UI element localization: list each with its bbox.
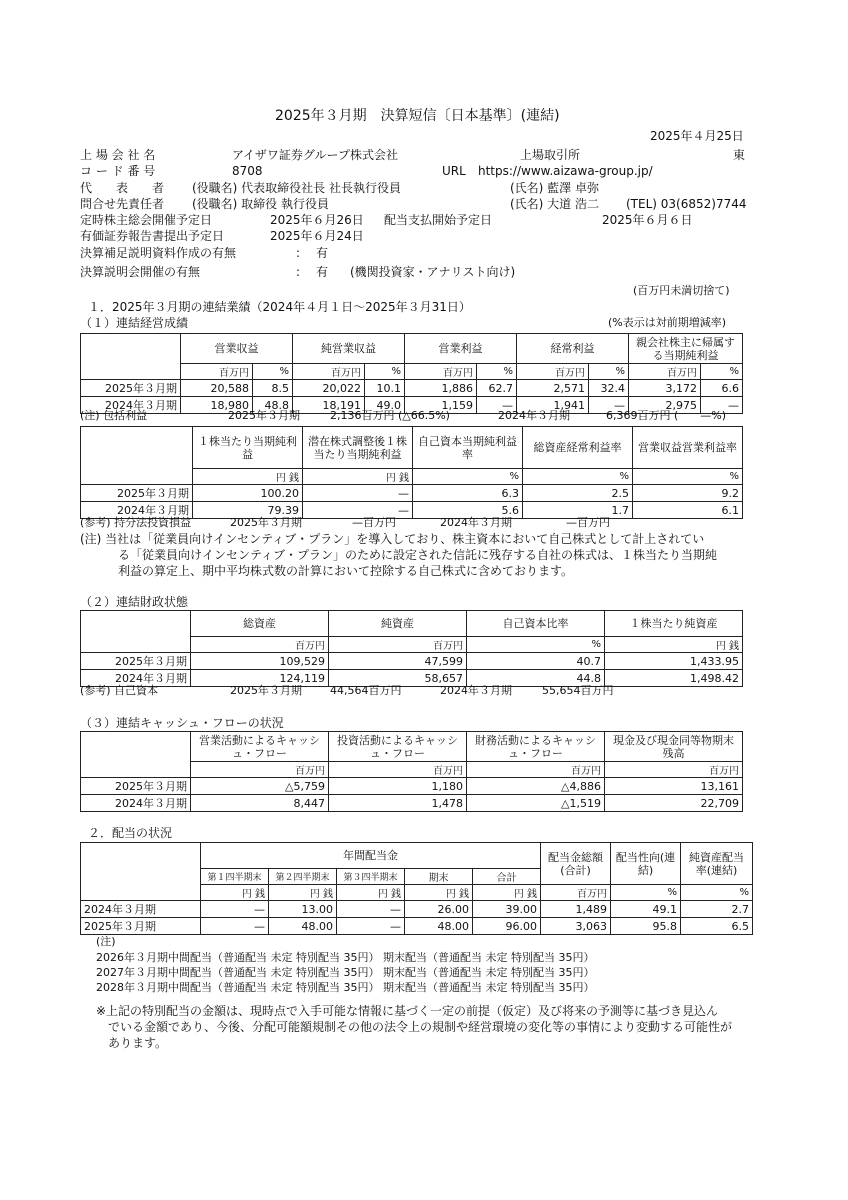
value-cell: 124,119 [191,670,329,687]
value-cell: 1.7 [523,502,633,519]
footnote-line: でいる金額であり、今後、分配可能額規制その他の法令上の規制や経営環境の変化等の事情により変動する可能性が [108,1020,733,1034]
value-cell: 32.4 [589,380,629,397]
value-cell: 10.1 [365,380,405,397]
col-header: 投資活動によるキャッシュ・フロー [329,732,467,762]
value-cell: 1,159 [405,397,477,414]
value-cell: 6.5 [681,918,753,935]
unit-cell: 百万円 [467,762,605,778]
ci-2025-label: 2025年３月期 [228,409,300,422]
contact-title: (役職名) 取締役 執行役員 [192,197,329,211]
corner-cell [81,843,201,885]
report-date: 2025年６月24日 [270,229,364,243]
row-label: 2025年３月期 [81,485,193,502]
value-cell: 1,478 [329,795,467,812]
value-cell: 109,529 [191,653,329,670]
company-label: 上 場 会 社 名 [80,148,156,162]
financial-position-table [80,610,743,687]
value-cell: — [337,901,405,918]
unit-cell: 円 銭 [193,469,303,485]
quarter-header: 第１四半期末 [201,869,269,885]
section1-title: １．2025年３月期の連結業績（2024年４月１日～2025年３月31日） [88,300,471,314]
rep-title: (役職名) 代表取締役社長 社長執行役員 [192,181,401,195]
value-cell: — [589,397,629,414]
em-2024-value: —百万円 [566,516,610,529]
value-cell: 8,447 [191,795,329,812]
value-cell: 1,886 [405,380,477,397]
url-label: URL [442,164,466,178]
cash-flow-table [80,731,743,812]
col-header: 純営業収益 [293,334,405,364]
dividend-note-line: 2026年３月期中間配当（普通配当 未定 特別配当 35円） 期末配当（普通配当 未定 特別配当 35円） [96,951,595,964]
contact-name: (氏名) 大道 浩二 [510,197,599,211]
briefing-label: 決算説明会開催の有無 [80,265,201,279]
value-cell: 1,180 [329,778,467,795]
value-cell: 2.5 [523,485,633,502]
eq-2024-label: 2024年３月期 [440,684,512,697]
value-cell: 47,599 [329,653,467,670]
section1-sub1-note: (%表示は対前期増減率) [608,316,727,329]
agm-label: 定時株主総会開催予定日 [80,213,213,227]
unit-spacer [81,762,191,778]
unit-cell: % [467,637,605,653]
value-cell: 1,941 [517,397,589,414]
unit-cell: 円 銭 [269,885,337,901]
em-2025-value: —百万円 [352,516,396,529]
unit-cell: % [633,469,743,485]
section4-title: ２．配当の状況 [88,826,173,840]
footnote-line: ※上記の特別配当の金額は、現時点で入手可能な情報に基づく一定の前提（仮定）及び将来の予測等に基づき見込ん [96,1004,719,1018]
unit-cell: 円 銭 [201,885,269,901]
unit-cell: % [681,885,753,901]
col-header: 財務活動によるキャッシュ・フロー [467,732,605,762]
value-cell: 39.00 [473,901,541,918]
unit-cell: 百万円 [191,637,329,653]
value-cell: 20,588 [181,380,253,397]
report-label: 有価証券報告書提出予定日 [80,229,225,243]
value-cell: △5,759 [191,778,329,795]
unit-cell: 百万円 [329,762,467,778]
equity-method-label: (参考) 持分法投資損益 [80,516,192,529]
unit-cell: % [413,469,523,485]
unit-spacer [81,364,181,380]
value-cell: — [337,918,405,935]
note-line: る「従業員向けインセンティブ・プラン」のために設定された信託に残存する自社の株式は、１株当たり当期純 [118,548,718,562]
value-cell: 44.8 [467,670,605,687]
value-cell: 1,498.42 [605,670,743,687]
row-label: 2024年３月期 [81,397,181,414]
annual-dividend-header: 年間配当金 [201,843,541,869]
payout-ratio-header: 配当性向(連結) [611,843,681,885]
row-label: 2024年３月期 [81,502,193,519]
dividend-start-label: 配当支払開始予定日 [384,213,493,227]
section2-title: （２）連結財政状態 [80,595,189,609]
dividend-on-equity-header: 純資産配当率(連結) [681,843,753,885]
code-label: コ ー ド 番 号 [80,164,156,178]
quarter-header: 第３四半期末 [337,869,405,885]
eq-2025-value: 44,564百万円 [330,684,402,697]
value-cell: 3,172 [629,380,701,397]
value-cell: 1,433.95 [605,653,743,670]
unit-cell: % [701,364,743,380]
exchange-label: 上場取引所 [520,148,581,162]
col-header: 総資産経常利益率 [523,427,633,469]
table-row [81,380,743,397]
unit-cell: 円 銭 [605,637,743,653]
col-header: 営業活動によるキャッシュ・フロー [191,732,329,762]
dividend-start-date: 2025年６月６日 [602,213,693,227]
equity-ref-label: (参考) 自己資本 [80,684,159,697]
value-cell: 79.39 [193,502,303,519]
value-cell: △1,519 [467,795,605,812]
unit-spacer [81,469,193,485]
briefing-value: 有 [316,265,329,279]
value-cell: 6.6 [701,380,743,397]
ci-2025-value: 2,136百万円 (△66.5%) [330,409,450,422]
unit-cell: % [523,469,633,485]
unit-cell: 百万円 [181,364,253,380]
quarter-header: 第２四半期末 [269,869,337,885]
dividend-table [80,842,753,935]
value-cell: 13.00 [269,901,337,918]
value-cell: 40.7 [467,653,605,670]
unit-cell: 百万円 [629,364,701,380]
col-header: 営業収益 [181,334,293,364]
value-cell: 26.00 [405,901,473,918]
code-value: 8708 [232,164,263,178]
col-header: 親会社株主に帰属する当期純利益 [629,334,743,364]
value-cell: 48.00 [269,918,337,935]
col-header: 自己資本比率 [467,611,605,637]
url-link[interactable]: https://www.aizawa-group.jp/ [478,164,653,178]
col-header: 潜在株式調整後１株当たり当期純利益 [303,427,413,469]
value-cell: 8.5 [253,380,293,397]
contact-label: 問合せ先責任者 [80,197,165,211]
col-header: 経常利益 [517,334,629,364]
value-cell: 9.2 [633,485,743,502]
quarter-header: 期末 [405,869,473,885]
value-cell: 18,980 [181,397,253,414]
note-line: 利益の算定上、期中平均株式数の計算において控除する自己株式に含めております。 [118,564,574,578]
exchange-value: 東 [733,148,746,162]
row-label: 2024年３月期 [81,901,201,918]
value-cell: 49.1 [611,901,681,918]
row-label: 2025年３月期 [81,918,201,935]
table-row [81,795,743,812]
value-cell: 3,063 [541,918,611,935]
value-cell: 18,191 [293,397,365,414]
value-cell: 48.00 [405,918,473,935]
value-cell: 58,657 [329,670,467,687]
unit-spacer [81,637,191,653]
eq-2024-value: 55,654百万円 [542,684,614,697]
value-cell: 22,709 [605,795,743,812]
value-cell: — [303,485,413,502]
value-cell: 6.3 [413,485,523,502]
value-cell: — [477,397,517,414]
value-cell: 20,022 [293,380,365,397]
col-header: 純資産 [329,611,467,637]
ci-note-label: (注) 包括利益 [80,409,148,422]
value-cell: — [701,397,743,414]
value-cell: — [201,901,269,918]
value-cell: 48.8 [253,397,293,414]
value-cell: 95.8 [611,918,681,935]
value-cell: 49.0 [365,397,405,414]
eq-2025-label: 2025年３月期 [230,684,302,697]
dividend-note-line: 2027年３月期中間配当（普通配当 未定 特別配当 35円） 期末配当（普通配当 未定 特別配当 35円） [96,966,595,979]
footnote-line: あります。 [108,1036,168,1050]
note-line: (注) 当社は「従業員向けインセンティブ・プラン」を導入しており、株主資本において自己株式として計上されてい [80,532,705,546]
unit-cell: 百万円 [541,885,611,901]
dividend-note-label: (注) [96,935,116,948]
value-cell: △4,886 [467,778,605,795]
rounding-note: (百万円未満切捨て) [633,284,730,297]
ci-2024-value: 6,369百万円 ( —%) [606,409,727,422]
table-row [81,778,743,795]
em-2025-label: 2025年３月期 [230,516,302,529]
corner-cell [81,611,191,637]
col-header: 総資産 [191,611,329,637]
value-cell: 5.6 [413,502,523,519]
row-label: 2024年３月期 [81,670,191,687]
supp-colon: : [296,246,301,260]
corner-cell [81,427,193,469]
col-header: 現金及び現金同等物期末残高 [605,732,743,762]
unit-cell: 円 銭 [303,469,413,485]
unit-cell: % [589,364,629,380]
value-cell: 1,489 [541,901,611,918]
col-header: 自己資本当期純利益率 [413,427,523,469]
col-header: 営業利益 [405,334,517,364]
value-cell: 2.7 [681,901,753,918]
total-dividend-header: 配当金総額(合計) [541,843,611,885]
agm-date: 2025年６月26日 [270,213,364,227]
value-cell: 6.1 [633,502,743,519]
unit-cell: 円 銭 [405,885,473,901]
ci-2024-label: 2024年３月期 [498,409,570,422]
row-label: 2025年３月期 [81,778,191,795]
table-row [81,670,743,687]
row-label: 2025年３月期 [81,653,191,670]
unit-cell: 百万円 [605,762,743,778]
quarter-header: 合計 [473,869,541,885]
value-cell: 2,975 [629,397,701,414]
unit-cell: 百万円 [405,364,477,380]
value-cell: 62.7 [477,380,517,397]
unit-cell: 円 銭 [473,885,541,901]
section3-title: （３）連結キャッシュ・フローの状況 [80,716,284,730]
section1-sub1-title: （１）連結経営成績 [80,316,189,330]
unit-cell: 円 銭 [337,885,405,901]
table-row [81,901,753,918]
per-share-table [80,426,743,519]
col-header: １株当たり純資産 [605,611,743,637]
operating-results-table [80,333,743,414]
value-cell: 96.00 [473,918,541,935]
value-cell: 100.20 [193,485,303,502]
page-title: 2025年３月期 決算短信〔日本基準〕(連結) [275,108,560,124]
unit-cell: % [253,364,293,380]
unit-cell: 百万円 [517,364,589,380]
company-name: アイザワ証券グループ株式会社 [232,148,398,162]
value-cell: — [201,918,269,935]
row-label: 2024年３月期 [81,795,191,812]
supp-value: 有 [316,246,329,260]
table-row [81,485,743,502]
briefing-colon: : [296,265,301,279]
unit-cell: % [477,364,517,380]
table-row [81,653,743,670]
table-row [81,918,753,935]
unit-cell: 百万円 [329,637,467,653]
unit-cell: % [365,364,405,380]
value-cell: — [303,502,413,519]
contact-tel: (TEL) 03(6852)7744 [626,197,747,211]
unit-cell: 百万円 [293,364,365,380]
col-header: 営業収益営業利益率 [633,427,743,469]
briefing-note: (機関投資家・アナリスト向け) [350,265,516,279]
value-cell: 2,571 [517,380,589,397]
col-header: １株当たり当期純利益 [193,427,303,469]
unit-spacer [81,885,201,901]
dividend-note-line: 2028年３月期中間配当（普通配当 未定 特別配当 35円） 期末配当（普通配当 未定 特別配当 35円） [96,981,595,994]
supp-label: 決算補足説明資料作成の有無 [80,246,237,260]
announcement-date: 2025年４月25日 [650,129,744,143]
row-label: 2025年３月期 [81,380,181,397]
unit-cell: 百万円 [191,762,329,778]
corner-cell [81,732,191,762]
em-2024-label: 2024年３月期 [440,516,512,529]
unit-cell: % [611,885,681,901]
corner-cell [81,334,181,364]
value-cell: 13,161 [605,778,743,795]
rep-label: 代 表 者 [80,181,165,195]
rep-name: (氏名) 藍澤 卓弥 [510,181,599,195]
